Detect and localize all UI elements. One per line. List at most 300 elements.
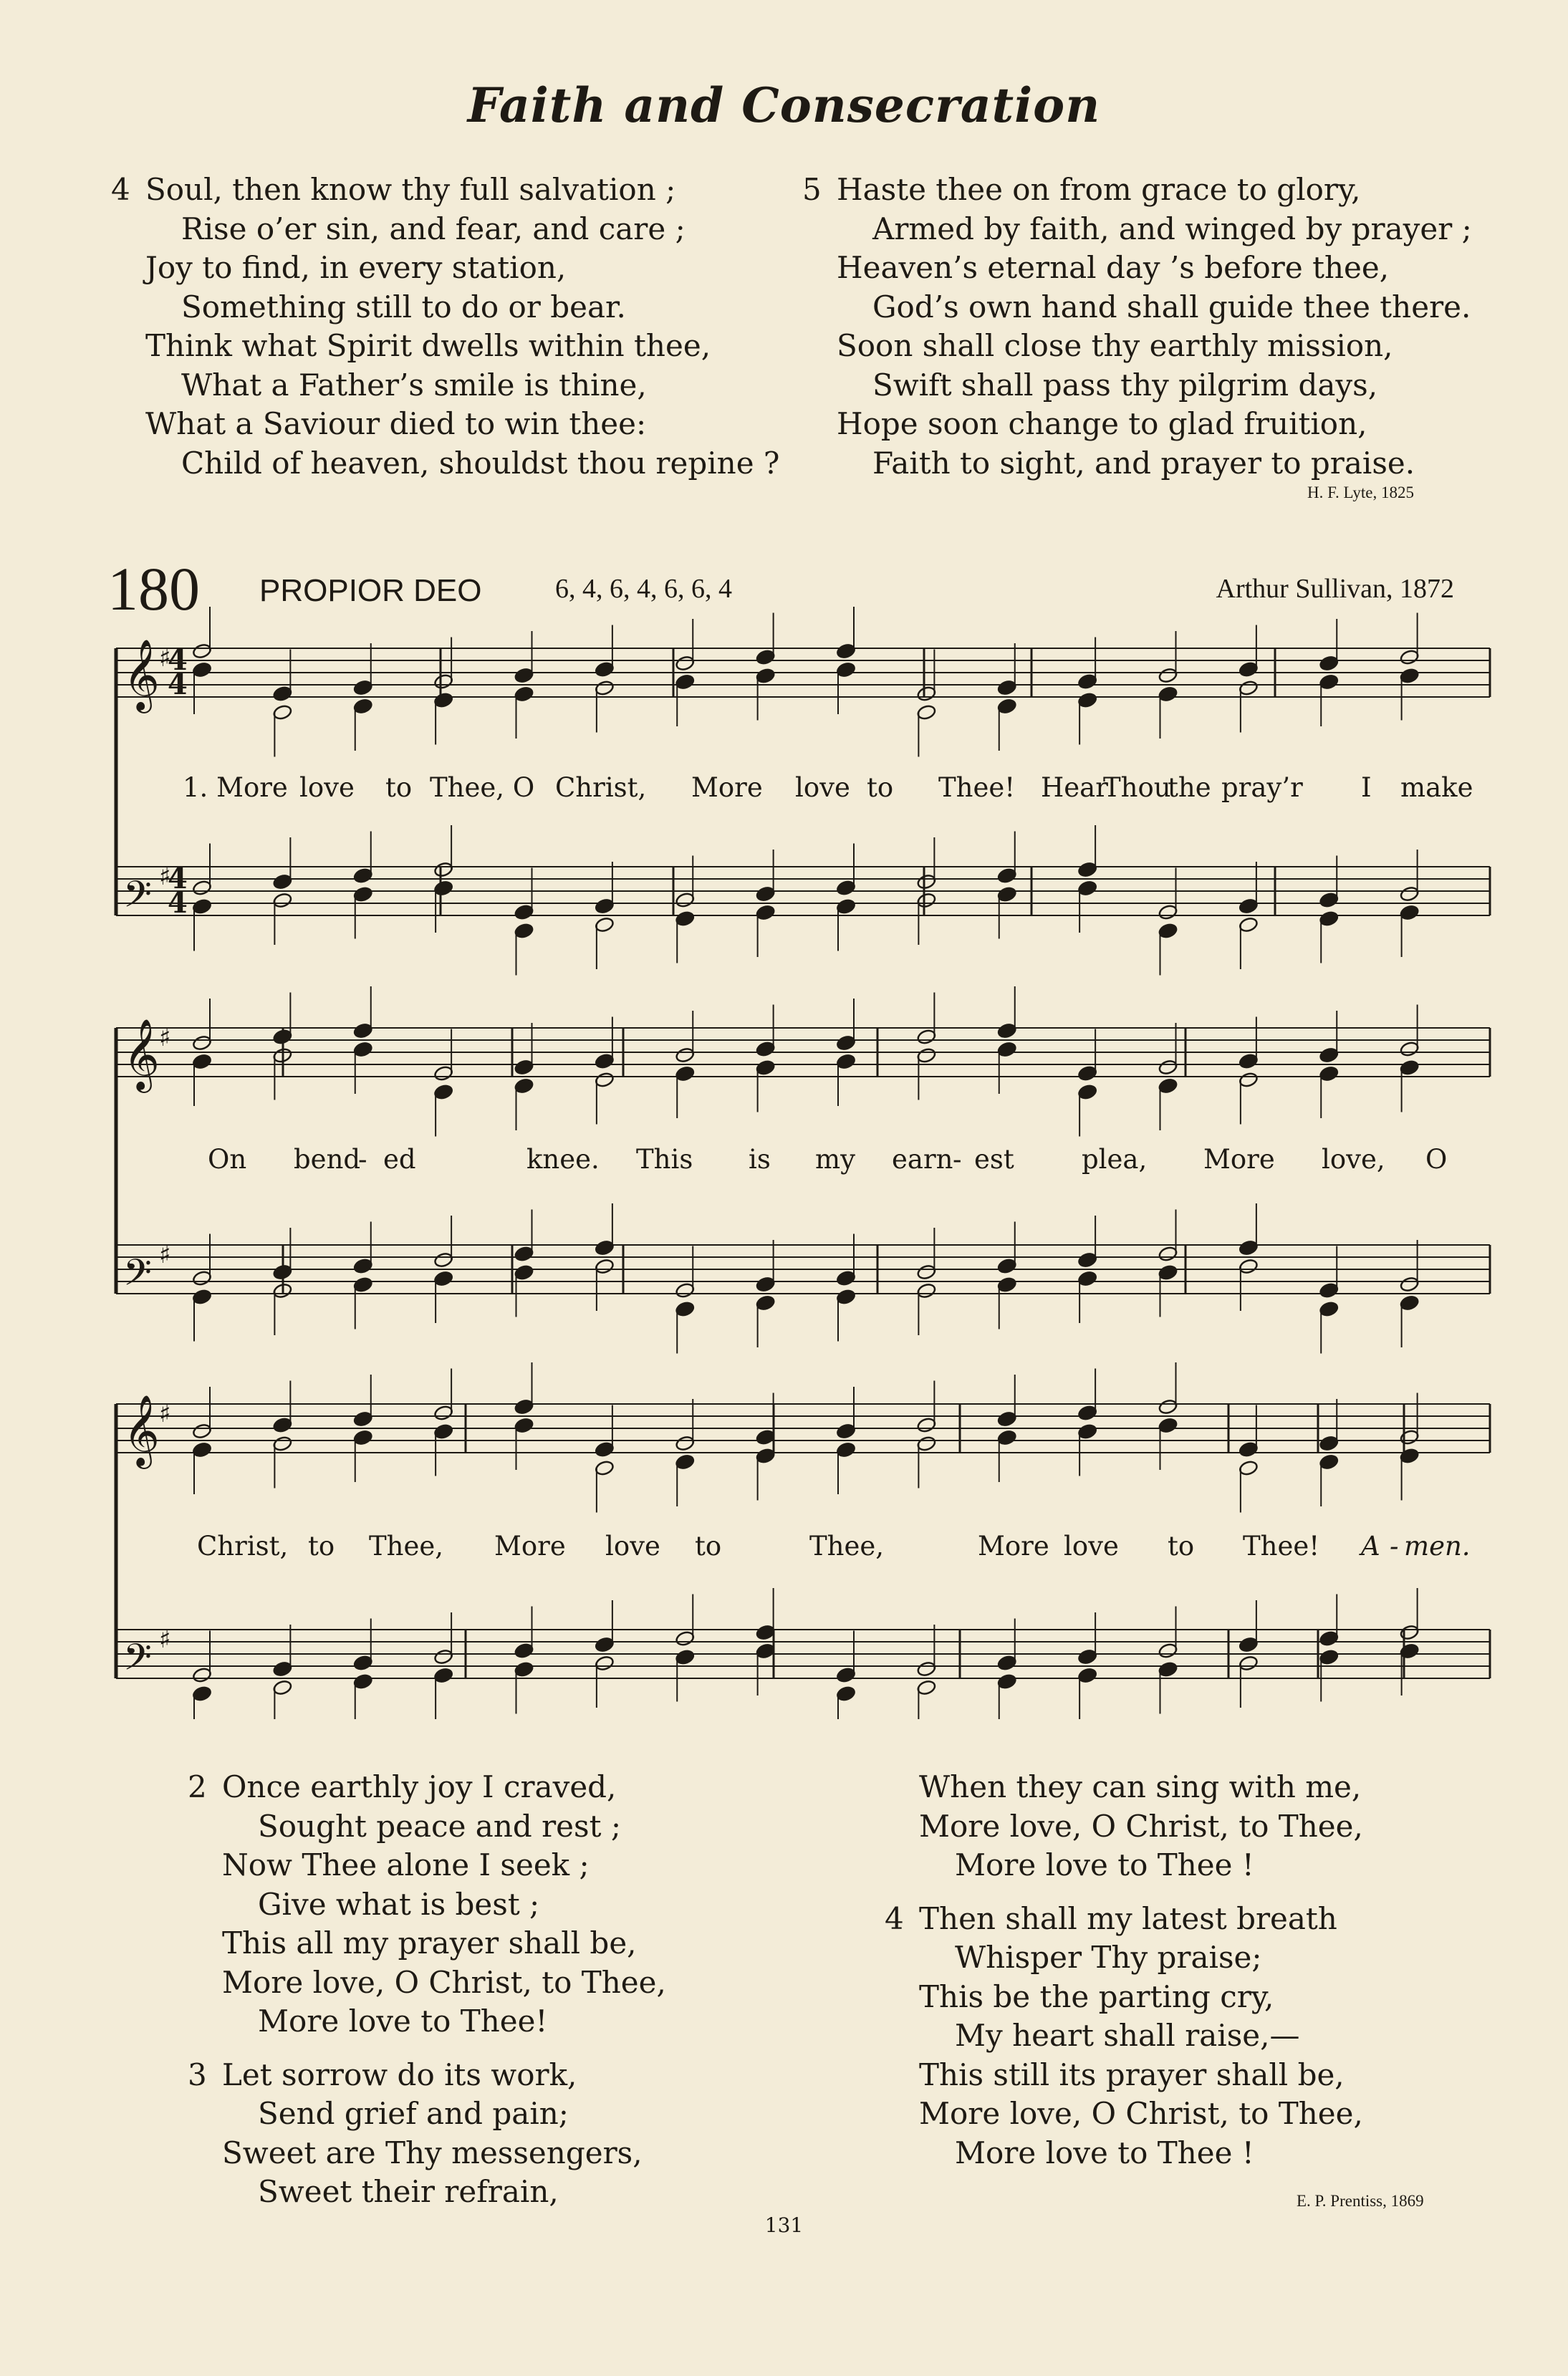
stanza-line: Let sorrow do its work,	[222, 2057, 577, 2092]
stanza-number: 4	[111, 172, 130, 207]
note-head	[675, 1282, 695, 1299]
note-head	[433, 673, 453, 690]
note-head	[1158, 1398, 1178, 1415]
stanza-line: Soon shall close thy earthly mission,	[837, 328, 1393, 363]
note-head	[272, 892, 292, 908]
stanza-line: More love, O Christ, to Thee,	[222, 1964, 666, 2000]
note-head	[353, 867, 373, 884]
note-head	[433, 1648, 453, 1665]
lyrics-system-2	[0, 1144, 1568, 1180]
note-head	[836, 898, 856, 915]
lyric-syllable: On	[208, 1144, 247, 1175]
lyric-syllable: -	[358, 1144, 367, 1175]
note-head	[916, 704, 936, 721]
note-head	[756, 1642, 776, 1659]
note-head	[353, 1276, 373, 1293]
note-head	[353, 1673, 373, 1690]
note-head	[997, 1655, 1017, 1671]
note-head	[1158, 1059, 1178, 1075]
note-head	[1158, 667, 1178, 683]
note-head	[916, 1679, 936, 1696]
page-number: 131	[764, 2213, 804, 2237]
note-head	[675, 1649, 695, 1665]
bass-clef: 𝄢	[123, 1635, 152, 1688]
note-head	[916, 1282, 936, 1299]
stanza-line: My heart shall raise,—	[955, 2018, 1300, 2053]
stanza-number: 3	[188, 2057, 207, 2092]
stanza-line: More love, O Christ, to Thee,	[919, 2096, 1363, 2131]
stanza-number: 2	[188, 1769, 207, 1804]
lyric-syllable: earn	[892, 1144, 953, 1175]
stanza-line: What a Father’s smile is thine,	[181, 367, 647, 403]
note-head	[916, 1047, 936, 1064]
note-head	[675, 1435, 695, 1451]
note-head	[595, 661, 615, 678]
note-head	[595, 1655, 615, 1671]
lyric-syllable: This	[636, 1144, 693, 1175]
lyrics-system-3	[0, 1531, 1568, 1567]
lyric-syllable: to	[695, 1531, 722, 1562]
note-head	[1319, 673, 1339, 690]
bass-clef: 𝄢	[123, 1251, 152, 1303]
note-head	[514, 667, 534, 683]
note-head	[1400, 1429, 1420, 1446]
note-head	[1238, 1636, 1259, 1653]
note-head	[1319, 1065, 1339, 1082]
lyric-syllable: 1. More	[183, 772, 288, 803]
note-head	[192, 1441, 212, 1458]
lyric-syllable: Thee, O	[430, 772, 535, 803]
note-head	[1238, 680, 1259, 696]
stanza-line: Think what Spirit dwells within thee,	[145, 328, 711, 363]
time-signature: 4	[168, 886, 188, 920]
note-head	[1319, 910, 1339, 927]
note-head	[433, 692, 453, 708]
treble-clef: 𝄞	[123, 1395, 160, 1466]
note-head	[997, 1673, 1017, 1690]
note-head	[1319, 655, 1339, 671]
stanza-3-continued	[885, 1768, 1363, 2173]
key-signature-sharp: ♯	[159, 1024, 171, 1052]
note-head	[1158, 1246, 1178, 1262]
note-head	[595, 916, 615, 933]
note-head	[1238, 898, 1259, 914]
note-head	[756, 1448, 776, 1464]
note-head	[353, 1041, 373, 1057]
stanza-line: Heaven’s eternal day ’s before thee,	[837, 250, 1390, 285]
lyric-syllable: Thou	[1103, 772, 1171, 803]
note-head	[756, 1041, 776, 1057]
note-head	[272, 873, 292, 890]
note-head	[272, 704, 292, 721]
note-head	[675, 1047, 695, 1063]
stanza-line: Whisper Thy praise;	[955, 1940, 1262, 1975]
note-head	[514, 1642, 534, 1659]
page-title: Faith and Consecration	[467, 77, 1101, 133]
lyric-syllable: love	[299, 772, 355, 803]
note-head	[595, 1239, 615, 1256]
note-head	[272, 1660, 292, 1677]
stanza-line: This be the parting cry,	[919, 1978, 1274, 2014]
note-head	[595, 1258, 615, 1274]
stanza-line: Hope soon change to glad fruition,	[837, 406, 1367, 441]
note-head	[433, 861, 453, 877]
note-head	[272, 1029, 292, 1045]
note-head	[192, 1685, 212, 1702]
note-head	[916, 1435, 936, 1452]
note-head	[916, 1029, 936, 1045]
note-head	[836, 1423, 856, 1439]
note-head	[1400, 885, 1420, 902]
composer: Arthur Sullivan, 1872	[1216, 574, 1454, 604]
lyric-syllable: A	[1361, 1531, 1380, 1562]
lyric-syllable: -	[953, 1144, 962, 1175]
note-head	[916, 686, 936, 702]
note-head	[675, 892, 695, 908]
note-head	[433, 1065, 453, 1082]
stanza-line: Joy to find, in every station,	[145, 250, 567, 285]
note-head	[192, 661, 212, 678]
note-head	[514, 904, 534, 920]
note-head	[514, 1398, 534, 1415]
note-head	[595, 1460, 615, 1476]
stanza-line: Sweet are Thy messengers,	[222, 2135, 643, 2170]
note-head	[433, 1270, 453, 1286]
time-signature: 4	[168, 668, 188, 701]
lyric-syllable: men.	[1404, 1531, 1471, 1562]
note-head	[1400, 1294, 1420, 1311]
lyric-syllable: bend	[294, 1144, 361, 1175]
note-head	[595, 1636, 615, 1653]
stanza-line: Faith to sight, and prayer to praise.	[872, 445, 1415, 481]
lyric-syllable: love	[605, 1531, 660, 1562]
stanza-line: More love to Thee !	[955, 2135, 1254, 2170]
note-head	[1238, 916, 1259, 933]
stanza-line: Rise o’er sin, and fear, and care ;	[181, 211, 686, 246]
note-head	[675, 655, 695, 671]
note-head	[514, 1264, 534, 1281]
meter: 6, 4, 6, 4, 6, 6, 4	[555, 574, 732, 604]
note-head	[272, 1264, 292, 1280]
note-head	[1158, 1417, 1178, 1433]
note-head	[272, 1679, 292, 1696]
note-head	[192, 1667, 212, 1683]
key-signature-sharp: ♯	[159, 1241, 171, 1269]
treble-clef: 𝄞	[123, 1019, 160, 1090]
note-head	[1238, 1441, 1259, 1458]
note-head	[756, 1276, 776, 1292]
note-head	[353, 1410, 373, 1427]
note-head	[997, 698, 1017, 714]
note-head	[1238, 1239, 1259, 1256]
stanza-line: Something still to do or bear.	[181, 289, 626, 324]
lyrics-system-1	[0, 772, 1568, 808]
note-head	[595, 898, 615, 914]
note-head	[1319, 1282, 1339, 1299]
note-head	[1319, 1630, 1339, 1647]
note-head	[1077, 673, 1097, 690]
note-head	[192, 1053, 212, 1069]
note-head	[1238, 1072, 1259, 1088]
note-head	[997, 1276, 1017, 1293]
lyric-syllable: love	[795, 772, 850, 803]
note-head	[1077, 1251, 1097, 1268]
stanza-line: Sought peace and rest ;	[258, 1808, 621, 1844]
note-head	[1158, 923, 1178, 939]
stanza-line: Armed by faith, and winged by prayer ;	[872, 211, 1472, 246]
lyric-syllable: Thee!	[1243, 1531, 1320, 1562]
note-head	[997, 886, 1017, 903]
note-head	[836, 880, 856, 896]
note-head	[433, 1084, 453, 1100]
note-head	[514, 686, 534, 702]
lyric-syllable: I	[1361, 772, 1372, 803]
lyric-syllable: to	[867, 772, 894, 803]
note-head	[1077, 1065, 1097, 1082]
stanza-line: Once earthly joy I craved,	[222, 1769, 617, 1804]
note-head	[1400, 1624, 1420, 1640]
lyric-syllable: More	[1203, 1144, 1275, 1175]
note-head	[192, 643, 212, 659]
lyric-syllable: More	[978, 1531, 1049, 1562]
note-head	[514, 1661, 534, 1678]
note-head	[756, 904, 776, 920]
note-head	[1400, 1448, 1420, 1464]
lyric-syllable: plea,	[1082, 1144, 1148, 1175]
note-head	[1238, 1053, 1259, 1069]
note-head	[1319, 1435, 1339, 1451]
stanza-number: 5	[802, 172, 822, 207]
lyric-syllable: love	[1064, 1531, 1119, 1562]
note-head	[353, 1655, 373, 1671]
note-head	[756, 668, 776, 684]
stanza-line: More love, O Christ, to Thee,	[919, 1808, 1363, 1844]
note-head	[595, 1441, 615, 1458]
note-head	[192, 1034, 212, 1051]
note-head	[1077, 861, 1097, 877]
note-head	[997, 1022, 1017, 1039]
lyric-syllable: Christ,	[555, 772, 647, 803]
note-head	[756, 1059, 776, 1076]
stanza-line: Haste thee on from grace to glory,	[837, 172, 1361, 207]
lyric-syllable: pray’r	[1221, 772, 1303, 803]
note-head	[353, 679, 373, 696]
key-signature-sharp: ♯	[159, 1400, 171, 1428]
key-signature-sharp: ♯	[159, 1625, 171, 1654]
note-head	[675, 673, 695, 690]
note-head	[1077, 1405, 1097, 1421]
note-head	[1158, 904, 1178, 920]
note-head	[1158, 1642, 1178, 1659]
note-head	[836, 1441, 856, 1458]
note-head	[836, 1034, 856, 1051]
lyric-syllable: Thee!	[938, 772, 1016, 803]
stanza-line: This still its prayer shall be,	[919, 2057, 1345, 2092]
note-head	[192, 1270, 212, 1286]
stanza-line: What a Saviour died to win thee:	[145, 406, 647, 441]
lyric-syllable: Christ,	[197, 1531, 289, 1562]
note-head	[675, 1453, 695, 1470]
stanza-line: More love to Thee!	[258, 2004, 548, 2039]
lyric-syllable: More	[691, 772, 763, 803]
stanza-line: God’s own hand shall guide thee there.	[872, 289, 1471, 324]
lyric-syllable: est	[974, 1144, 1014, 1175]
note-head	[272, 1435, 292, 1452]
stanza-line: Give what is best ;	[258, 1886, 540, 1922]
note-head	[1158, 1661, 1178, 1678]
note-head	[272, 686, 292, 702]
text-attribution: H. F. Lyte, 1825	[1307, 484, 1414, 501]
note-head	[1077, 692, 1097, 708]
note-head	[756, 885, 776, 902]
note-head	[192, 880, 212, 896]
note-head	[836, 1270, 856, 1286]
note-head	[836, 643, 856, 659]
stanza-line: This all my prayer shall be,	[222, 1925, 637, 1961]
lyric-syllable: my	[815, 1144, 855, 1175]
note-head	[595, 1072, 615, 1088]
lyric-syllable: to	[1168, 1531, 1195, 1562]
note-head	[1077, 1270, 1097, 1286]
note-head	[675, 1630, 695, 1647]
lyric-syllable: to	[385, 772, 413, 803]
note-head	[836, 661, 856, 678]
tune-name: PROPIOR DEO	[259, 573, 482, 608]
note-head	[916, 1264, 936, 1280]
note-head	[675, 1065, 695, 1082]
lyric-syllable: More	[494, 1531, 566, 1562]
note-head	[756, 1429, 776, 1446]
note-head	[1158, 1077, 1178, 1094]
note-head	[997, 1258, 1017, 1274]
key-signature-sharp: ♯	[159, 862, 171, 891]
lyric-syllable: love,	[1322, 1144, 1385, 1175]
note-head	[192, 1423, 212, 1439]
note-head	[1400, 1059, 1420, 1076]
lyric-syllable: -	[1390, 1531, 1399, 1562]
stanza-line: Sweet their refrain,	[258, 2174, 559, 2209]
lyric-syllable: ed	[383, 1144, 416, 1175]
note-head	[997, 679, 1017, 696]
note-head	[514, 1077, 534, 1094]
note-head	[595, 1053, 615, 1069]
note-head	[433, 1667, 453, 1683]
stanza-2	[188, 1768, 666, 2212]
note-head	[916, 873, 936, 890]
note-head	[272, 1417, 292, 1433]
note-head	[1158, 1264, 1178, 1281]
note-head	[1077, 880, 1097, 896]
note-head	[1400, 1041, 1420, 1057]
note-head	[1400, 904, 1420, 920]
note-head	[433, 1251, 453, 1268]
time-signature: 4	[168, 862, 188, 895]
stanza-line: When they can sing with me,	[919, 1769, 1362, 1804]
stanza-line: Now Thee alone I seek ;	[222, 1847, 590, 1882]
lyric-syllable: is	[749, 1144, 771, 1175]
stanza-line: Send grief and pain;	[258, 2096, 569, 2131]
note-head	[756, 649, 776, 665]
note-head	[192, 1289, 212, 1305]
note-head	[836, 1685, 856, 1702]
treble-clef: 𝄞	[123, 639, 160, 711]
note-head	[1319, 1301, 1339, 1317]
lyric-syllable: the	[1168, 772, 1211, 803]
note-head	[1238, 661, 1259, 678]
note-head	[353, 886, 373, 903]
stanza-line: Swift shall pass thy pilgrim days,	[872, 367, 1378, 403]
text-attribution: E. P. Prentiss, 1869	[1297, 2192, 1424, 2210]
note-head	[1319, 1453, 1339, 1470]
note-head	[192, 898, 212, 915]
note-head	[1077, 1648, 1097, 1665]
note-head	[675, 1301, 695, 1317]
note-head	[1400, 1642, 1420, 1659]
bass-clef: 𝄢	[123, 872, 152, 925]
note-head	[997, 1429, 1017, 1446]
key-signature-sharp: ♯	[159, 644, 171, 673]
note-head	[353, 698, 373, 714]
note-head	[1400, 668, 1420, 684]
stanza-line: Child of heaven, shouldst thou repine ?	[181, 445, 780, 481]
note-head	[916, 1660, 936, 1677]
note-head	[595, 680, 615, 696]
note-head	[997, 1041, 1017, 1057]
stanza-line: Soul, then know thy full salvation ;	[145, 172, 676, 207]
note-head	[836, 1289, 856, 1305]
note-head	[916, 892, 936, 908]
note-head	[1238, 1258, 1259, 1274]
note-head	[1238, 1655, 1259, 1671]
note-head	[756, 1294, 776, 1311]
note-head	[675, 910, 695, 927]
note-head	[1400, 1276, 1420, 1292]
note-head	[997, 867, 1017, 884]
note-head	[433, 1405, 453, 1421]
lyric-syllable: Thee,	[369, 1531, 444, 1562]
stanza-number: 4	[885, 1900, 904, 1936]
stanza-line: More love to Thee !	[955, 1847, 1254, 1882]
note-head	[514, 1246, 534, 1262]
lyric-syllable: knee.	[526, 1144, 600, 1175]
note-head	[1077, 1667, 1097, 1683]
note-head	[1158, 686, 1178, 702]
lyric-syllable: O	[1425, 1144, 1448, 1175]
note-head	[997, 1410, 1017, 1427]
note-head	[514, 1417, 534, 1433]
note-head	[1238, 1460, 1259, 1476]
note-head	[514, 923, 534, 939]
note-head	[514, 1059, 534, 1075]
lyric-syllable: Thee,	[809, 1531, 885, 1562]
note-head	[1077, 1084, 1097, 1100]
note-head	[353, 1429, 373, 1446]
note-head	[353, 1258, 373, 1274]
note-head	[756, 1624, 776, 1640]
note-head	[916, 1417, 936, 1433]
note-head	[1400, 649, 1420, 665]
note-head	[836, 1053, 856, 1069]
note-head	[433, 1423, 453, 1440]
lyric-syllable: Hear	[1041, 772, 1108, 803]
hymn-number: 180	[107, 554, 200, 623]
note-head	[1319, 1649, 1339, 1665]
lyric-syllable: to	[308, 1531, 335, 1562]
note-head	[353, 1022, 373, 1039]
note-head	[1319, 892, 1339, 908]
note-head	[433, 880, 453, 896]
lyric-syllable: make	[1400, 772, 1473, 803]
